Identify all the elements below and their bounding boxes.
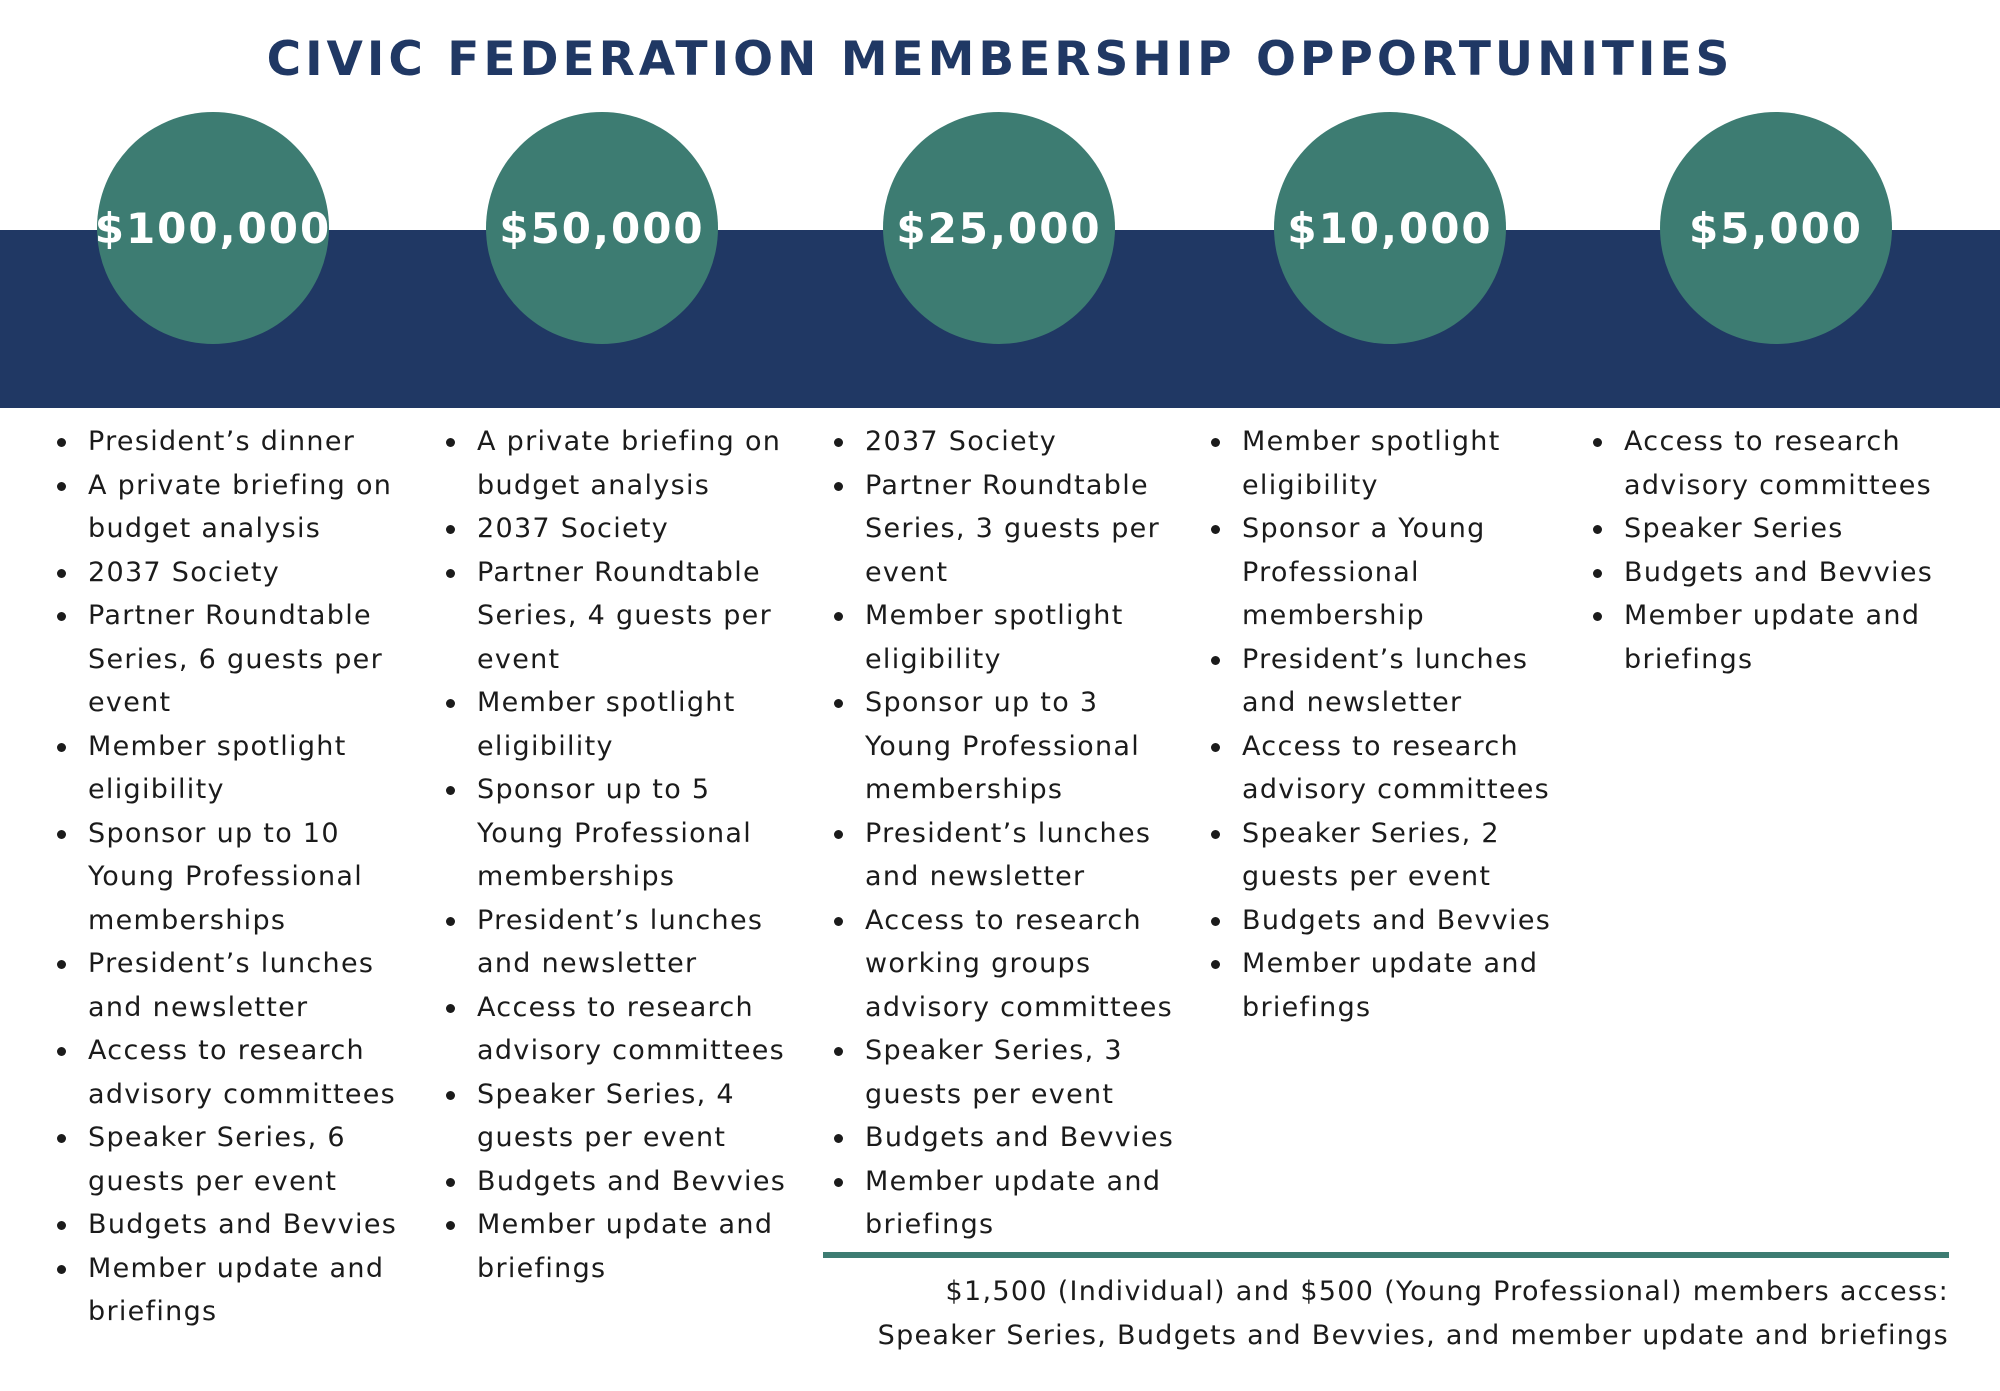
benefit-text: Sponsor a Young Professional membership — [1242, 513, 1486, 631]
benefit-text: Member update and briefings — [1624, 600, 1921, 675]
benefit-item — [88, 1029, 397, 1116]
benefit-item — [865, 1029, 1174, 1116]
benefit-item — [865, 681, 1174, 812]
benefit-item — [88, 725, 397, 812]
benefit-item — [1624, 507, 1933, 551]
benefit-item — [88, 594, 397, 725]
bullet-icon — [834, 1047, 843, 1056]
benefit-text: Budgets and Bevvies — [477, 1165, 787, 1197]
benefit-item — [1242, 812, 1551, 899]
bullet-icon — [834, 438, 843, 447]
benefit-text: Speaker Series, 3 guests per event — [865, 1035, 1123, 1110]
bullet-icon — [57, 438, 66, 447]
benefit-item — [865, 812, 1174, 899]
bullet-icon — [446, 1004, 455, 1013]
bullet-icon — [57, 1265, 66, 1274]
benefit-item — [88, 812, 397, 943]
benefit-item — [1242, 638, 1551, 725]
bullet-icon — [57, 482, 66, 491]
benefit-text: Sponsor up to 5 Young Professional memberships — [477, 774, 753, 892]
benefit-item — [477, 507, 786, 551]
benefit-item — [477, 986, 786, 1073]
benefit-text: President’s lunches and newsletter — [865, 817, 1152, 892]
benefit-item — [1624, 594, 1933, 681]
benefit-text: Member spotlight eligibility — [477, 687, 736, 762]
benefit-text: A private briefing on budget analysis — [477, 426, 782, 501]
bullet-icon — [446, 1221, 455, 1230]
bullet-icon — [834, 1134, 843, 1143]
benefit-text: Budgets and Bevvies — [865, 1122, 1175, 1153]
bullet-icon — [1211, 656, 1220, 665]
bullet-icon — [834, 917, 843, 926]
benefit-item — [1624, 420, 1933, 507]
benefit-text: Access to research advisory committees — [88, 1035, 397, 1110]
benefit-item — [477, 420, 786, 507]
bullet-icon — [446, 525, 455, 534]
bullet-icon — [446, 438, 455, 447]
bullet-icon — [834, 482, 843, 491]
bullet-icon — [1593, 612, 1602, 621]
tier-benefits-list — [88, 420, 397, 1334]
bullet-icon — [446, 1091, 455, 1100]
benefit-text: A private briefing on budget analysis — [88, 469, 393, 544]
tier-benefits-list — [865, 420, 1174, 1247]
tier-benefits-list — [1242, 420, 1551, 1029]
bullet-icon — [1593, 525, 1602, 534]
benefit-item — [1242, 942, 1551, 1029]
benefit-text: Member update and briefings — [477, 1209, 774, 1284]
tier-price-circle: $100,000 — [97, 112, 329, 344]
bullet-icon — [57, 612, 66, 621]
benefit-text: Member spotlight eligibility — [1242, 426, 1501, 501]
benefit-item — [88, 1247, 397, 1334]
bullet-icon — [1211, 525, 1220, 534]
benefit-text: Sponsor up to 3 Young Professional memberships — [865, 687, 1141, 805]
benefit-item — [865, 1116, 1174, 1160]
benefit-text: Member spotlight eligibility — [865, 600, 1124, 675]
benefit-item — [1242, 420, 1551, 507]
benefit-text: Partner Roundtable Series, 3 guests per event — [865, 469, 1160, 588]
benefit-item — [865, 420, 1174, 464]
benefit-text: Access to research advisory committees — [1624, 426, 1933, 501]
benefit-item — [1242, 899, 1551, 943]
benefit-text: President’s lunches and newsletter — [477, 904, 764, 979]
bullet-icon — [57, 743, 66, 752]
bullet-icon — [57, 569, 66, 578]
benefit-item — [477, 1203, 786, 1290]
benefit-item — [477, 899, 786, 986]
bullet-icon — [446, 786, 455, 795]
bullet-icon — [1211, 960, 1220, 969]
benefit-item — [865, 464, 1174, 595]
benefit-text: 2037 Society — [477, 513, 670, 544]
benefit-text: Partner Roundtable Series, 6 guests per event — [88, 600, 383, 718]
bullet-icon — [1211, 743, 1220, 752]
bullet-icon — [446, 569, 455, 578]
benefit-item — [865, 899, 1174, 1030]
tier-price-circle: $50,000 — [486, 112, 718, 344]
benefit-item — [88, 1203, 397, 1247]
tier-price-circle: $10,000 — [1274, 112, 1506, 344]
bullet-icon — [446, 699, 455, 708]
benefit-text: 2037 Society — [88, 556, 281, 588]
benefit-item — [88, 420, 397, 464]
page-title: CIVIC FEDERATION MEMBERSHIP OPPORTUNITIES — [266, 32, 1734, 87]
benefit-item — [477, 1073, 786, 1160]
benefit-item — [88, 464, 397, 551]
bullet-icon — [57, 830, 66, 839]
footer-line-1: $1,500 (Individual) and $500 (Young Professional) members access: — [945, 1276, 1949, 1307]
benefit-text: Speaker Series, 2 guests per event — [1242, 817, 1500, 892]
benefit-item — [88, 551, 397, 595]
benefit-text: Partner Roundtable Series, 4 guests per event — [477, 556, 772, 675]
bullet-icon — [57, 960, 66, 969]
benefit-text: Budgets and Bevvies — [1624, 556, 1934, 588]
benefit-item — [477, 1160, 786, 1204]
benefit-item — [865, 1160, 1174, 1247]
bullet-icon — [57, 1047, 66, 1056]
benefit-item — [88, 942, 397, 1029]
benefit-item — [477, 551, 786, 682]
tier-price-circle: $5,000 — [1660, 112, 1892, 344]
benefit-text: Member update and briefings — [88, 1252, 385, 1327]
benefit-text: President’s lunches and newsletter — [88, 948, 375, 1023]
benefit-text: 2037 Society — [865, 426, 1058, 457]
bullet-icon — [446, 917, 455, 926]
bullet-icon — [1211, 917, 1220, 926]
bullet-icon — [1593, 569, 1602, 578]
benefit-text: Member spotlight eligibility — [88, 730, 347, 805]
footer-divider — [823, 1252, 1949, 1258]
benefit-text: President’s lunches and newsletter — [1242, 643, 1529, 718]
benefit-text: Speaker Series, 6 guests per event — [88, 1122, 346, 1197]
bullet-icon — [834, 612, 843, 621]
benefit-item — [1242, 507, 1551, 638]
bullet-icon — [57, 1221, 66, 1230]
footer-note — [878, 1270, 1949, 1357]
benefit-item — [865, 594, 1174, 681]
benefit-text: Budgets and Bevvies — [88, 1209, 398, 1240]
benefit-item — [1624, 551, 1933, 595]
benefit-text: Access to research working groups advisory committees — [865, 904, 1174, 1023]
benefit-text: Member update and briefings — [1242, 948, 1539, 1023]
bullet-icon — [1593, 438, 1602, 447]
bullet-icon — [57, 1134, 66, 1143]
benefit-item — [477, 681, 786, 768]
tier-benefits-list — [1624, 420, 1933, 681]
bullet-icon — [834, 830, 843, 839]
benefit-text: Speaker Series — [1624, 513, 1844, 544]
benefit-item — [477, 768, 786, 899]
tier-benefits-list — [477, 420, 786, 1290]
footer-line-2: Speaker Series, Budgets and Bevvies, and member update and briefings — [877, 1319, 1949, 1351]
benefit-text: Speaker Series, 4 guests per event — [477, 1078, 735, 1153]
bullet-icon — [446, 1178, 455, 1187]
benefit-text: Access to research advisory committees — [477, 991, 786, 1066]
bullet-icon — [834, 699, 843, 708]
bullet-icon — [1211, 438, 1220, 447]
benefit-text: President’s dinner — [88, 426, 356, 457]
tier-price-circle: $25,000 — [883, 112, 1115, 344]
benefit-text: Budgets and Bevvies — [1242, 904, 1552, 936]
benefit-text: Sponsor up to 10 Young Professional memberships — [88, 817, 364, 936]
bullet-icon — [834, 1178, 843, 1187]
benefit-text: Member update and briefings — [865, 1165, 1162, 1240]
bullet-icon — [1211, 830, 1220, 839]
benefit-text: Access to research advisory committees — [1242, 730, 1551, 805]
benefit-item — [1242, 725, 1551, 812]
benefit-item — [88, 1116, 397, 1203]
